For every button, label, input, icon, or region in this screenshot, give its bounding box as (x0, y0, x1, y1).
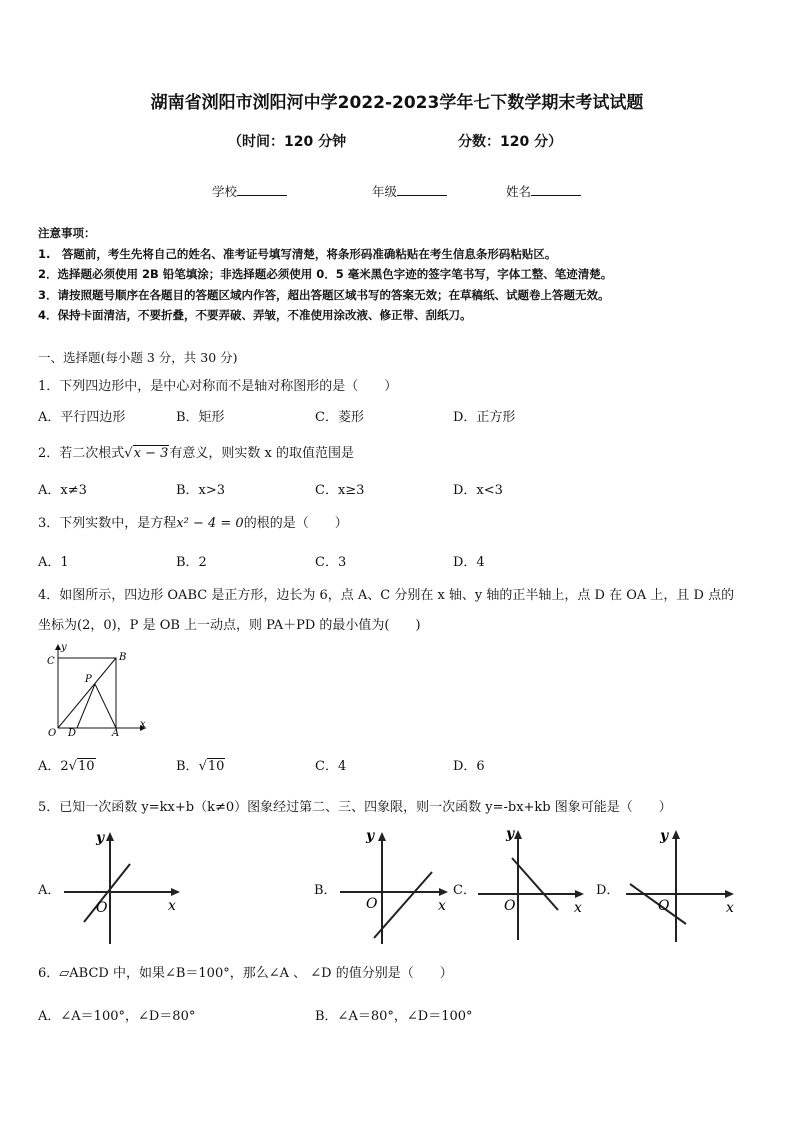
q2-option-d: D．x<3 (453, 483, 503, 498)
sqrt-icon: √ (198, 759, 207, 774)
q5-graph-b (336, 826, 461, 946)
q5-option-d-label: D． (596, 883, 620, 898)
q4-option-c: C．4 (315, 759, 347, 774)
x-arrow-icon (575, 890, 584, 898)
q5-graph-c (474, 824, 596, 944)
exam-title: 湖南省浏阳市浏阳河中学2022-2023学年七下数学期末考试试题 (150, 93, 644, 113)
q5-graph-a (60, 826, 185, 946)
svg-text:O: O (366, 896, 378, 912)
q1-option-d: D．正方形 (453, 410, 516, 425)
name-field[interactable] (506, 182, 581, 200)
q5-graph-d (620, 824, 746, 946)
q2-option-a: A．x≠3 (38, 483, 87, 498)
svg-text:O: O (504, 898, 516, 914)
svg-text:x: x (438, 898, 446, 914)
q5-option-b-label: B． (314, 883, 337, 898)
label-a: A (112, 728, 120, 736)
notice-item: 3．请按照题号顺序在各题目的答题区域内作答，超出答题区域书写的答案无效；在草稿纸、试题卷上答题无效。 (38, 288, 610, 302)
segment-pa (95, 684, 116, 728)
q5-option-c-label: C． (453, 883, 476, 898)
question-6: 6．▱ABCD 中，如果∠B＝100°，那么∠A 、 ∠D 的值分别是（ ） (38, 966, 453, 981)
diagonal-ob (58, 658, 116, 728)
label-o: O (48, 728, 57, 736)
q2-option-b: B．x>3 (176, 483, 226, 498)
svg-text:y: y (506, 826, 515, 842)
question-4-line2: 坐标为(2，0)，P 是 OB 上一动点，则 PA＋PD 的最小值为( ) (38, 618, 421, 633)
q3-option-a: A．1 (38, 555, 69, 570)
label-x: x (140, 719, 146, 730)
q4-option-b: B．√10 (176, 759, 225, 774)
name-label: 姓名 (506, 184, 532, 199)
svg-text:x: x (726, 900, 734, 916)
q5-option-a-label: A． (38, 883, 61, 898)
school-label: 学校 (212, 184, 238, 199)
q4-option-a: A．2√10 (38, 759, 95, 774)
q6-option-b: B．∠A＝80°，∠D＝100° (315, 1009, 473, 1024)
school-blank[interactable] (237, 183, 287, 196)
x-arrow-icon (725, 890, 734, 898)
notice-item: 4．保持卡面清洁，不要折叠，不要弄破、弄皱，不准使用涂改液、修正带、刮纸刀。 (38, 308, 472, 322)
svg-text:y: y (366, 828, 375, 844)
school-field[interactable] (212, 182, 287, 200)
question-3: 3．下列实数中，是方程x² − 4 = 0的根的是（ ） (38, 516, 348, 531)
y-arrow-icon (378, 832, 386, 841)
exam-time: （时间：120 分钟 (228, 134, 347, 150)
notice-item: 2．选择题必须使用 2B 铅笔填涂；非选择题必须使用 0．5 毫米黑色字迹的签字笔书写，字体工整、笔迹清楚。 (38, 267, 613, 281)
svg-text:y: y (96, 830, 105, 846)
question-2: 2．若二次根式√x − 3有意义，则实数 x 的取值范围是 (38, 446, 354, 461)
notice-item: 1. 答题前，考生先将自己的姓名、准考证号填写清楚，将条形码准确粘贴在考生信息条形码粘贴区。 (38, 247, 557, 261)
question-1: 1．下列四边形中，是中心对称而不是轴对称图形的是（ ） (38, 379, 398, 394)
q4-option-d: D．6 (453, 759, 485, 774)
q6-option-a: A．∠A＝100°，∠D＝80° (38, 1009, 196, 1024)
name-blank[interactable] (531, 183, 581, 196)
x-arrow-icon (439, 888, 448, 896)
grade-label: 年级 (372, 184, 398, 199)
radicand: x − 3 (133, 446, 169, 461)
svg-text:y: y (660, 828, 669, 844)
y-arrow-icon (672, 830, 680, 839)
question-4-line1: 4．如图所示，四边形 OABC 是正方形，边长为 6，点 A、C 分别在 x 轴、y 轴的正半轴上，点 D 在 OA 上，且 D 点的 (38, 588, 735, 603)
grade-field[interactable] (372, 182, 447, 200)
label-d: D (68, 728, 77, 736)
segment-pd (77, 684, 95, 728)
y-arrow-icon (514, 830, 522, 839)
q3-option-d: D．4 (453, 555, 485, 570)
y-arrow-icon (106, 832, 114, 841)
label-b: B (119, 652, 127, 663)
label-p: P (85, 674, 92, 685)
section-heading: 一、选择题(每小题 3 分，共 30 分) (38, 350, 238, 365)
svg-text:x: x (574, 900, 582, 916)
x-arrow-icon (171, 888, 180, 896)
svg-text:x: x (168, 898, 176, 914)
question-5: 5．已知一次函数 y=kx+b（k≠0）图象经过第二、三、四象限，则一次函数 y=-bx+kb 图象可能是（ ） (38, 800, 672, 815)
svg-text:O: O (96, 900, 108, 916)
sqrt-icon: √ (124, 446, 133, 461)
svg-text:O: O (658, 898, 670, 914)
exam-score: 分数：120 分） (458, 134, 563, 150)
q1-option-a: A．平行四边形 (38, 410, 126, 425)
grade-blank[interactable] (397, 183, 447, 196)
square-figure (36, 640, 156, 736)
q3-option-c: C．3 (315, 555, 347, 570)
notice-heading: 注意事项： (38, 226, 96, 240)
q2-option-c: C．x≥3 (315, 483, 365, 498)
label-y: y (61, 642, 67, 653)
label-c: C (47, 656, 55, 667)
sqrt-icon: √ (68, 759, 77, 774)
q1-option-c: C．菱形 (315, 410, 364, 425)
q3-option-b: B．2 (176, 555, 207, 570)
q1-option-b: B．矩形 (176, 410, 225, 425)
equation: x² − 4 = 0 (176, 516, 244, 531)
